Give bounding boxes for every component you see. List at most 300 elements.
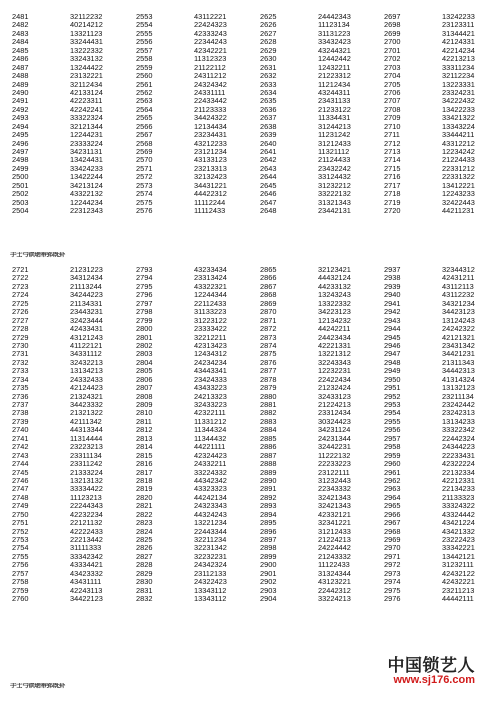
- code-value: 21232424: [318, 383, 351, 393]
- code-value: 32433123: [318, 391, 351, 401]
- watermark-logo: [388, 657, 476, 686]
- code-row: [384, 55, 494, 63]
- code-value: 42333243: [194, 28, 227, 38]
- code-index: 2722: [12, 273, 29, 283]
- code-column: [136, 13, 246, 216]
- code-index: 2748: [12, 492, 29, 502]
- code-row: [384, 435, 494, 443]
- code-index: 2892: [260, 492, 277, 502]
- code-value: 21224213: [318, 535, 351, 544]
- code-index: 2637: [260, 113, 277, 123]
- code-value: 42221331: [318, 340, 351, 350]
- code-row: [136, 325, 246, 333]
- code-value: 33324322: [442, 501, 475, 511]
- code-row: [384, 494, 494, 502]
- code-row: [384, 502, 494, 510]
- code-value: 24423434: [318, 332, 351, 342]
- code-value: 41122121: [70, 340, 103, 350]
- code-row: [260, 140, 370, 148]
- code-index: 2889: [260, 467, 277, 477]
- code-index: 2964: [384, 492, 401, 502]
- code-index: 2575: [136, 197, 153, 207]
- code-index: 2720: [384, 206, 401, 216]
- code-row: [384, 173, 494, 181]
- code-index: 2697: [384, 12, 401, 21]
- code-value: 34442313: [442, 366, 475, 376]
- code-row: [260, 409, 370, 417]
- code-row: [384, 317, 494, 325]
- code-row: [12, 13, 122, 21]
- code-value: 32232231: [194, 551, 227, 561]
- code-index: 2890: [260, 475, 277, 485]
- code-column: [260, 13, 370, 216]
- code-value: 23333422: [194, 324, 227, 334]
- code-row: [384, 443, 494, 451]
- code-index: 2870: [260, 307, 277, 317]
- code-value: 42313423: [194, 340, 227, 350]
- code-index: 2710: [384, 121, 401, 131]
- code-row: [12, 64, 122, 72]
- code-index: 2734: [12, 374, 29, 384]
- code-index: 2937: [384, 265, 401, 274]
- code-value: 43443341: [194, 366, 227, 376]
- code-index: 2702: [384, 54, 401, 64]
- code-index: 2699: [384, 28, 401, 38]
- code-value: 11344432: [194, 433, 227, 443]
- code-row: [136, 384, 246, 392]
- code-value: 43133123: [194, 155, 227, 165]
- code-value: 13244422: [70, 62, 103, 72]
- code-index: 2962: [384, 475, 401, 485]
- code-index: 2495: [12, 130, 29, 140]
- code-index: 2975: [384, 585, 401, 595]
- code-value: 34312434: [70, 273, 103, 283]
- code-value: 31232111: [442, 560, 474, 570]
- code-index: 2972: [384, 560, 401, 570]
- code-row: [260, 342, 370, 350]
- code-value: 42223311: [70, 96, 103, 106]
- code-index: 2553: [136, 12, 153, 21]
- code-row: [260, 13, 370, 21]
- code-index: 2714: [384, 155, 401, 165]
- code-index: 2882: [260, 408, 277, 418]
- code-value: 12244231: [70, 130, 103, 140]
- code-row: [12, 426, 122, 434]
- code-row: [136, 519, 246, 527]
- code-value: 13223331: [442, 79, 475, 89]
- code-index: 2974: [384, 577, 401, 587]
- code-index: 2830: [136, 577, 153, 587]
- code-value: 11122433: [318, 560, 350, 570]
- code-index: 2743: [12, 450, 29, 460]
- code-index: 2956: [384, 425, 401, 435]
- code-value: 24234234: [194, 357, 227, 367]
- code-index: 2562: [136, 87, 153, 97]
- code-index: 2564: [136, 104, 153, 114]
- code-index: 2942: [384, 307, 401, 317]
- code-value: 21311343: [442, 357, 475, 367]
- code-index: 2810: [136, 408, 153, 418]
- code-index: 2885: [260, 433, 277, 443]
- code-index: 2556: [136, 37, 153, 47]
- code-index: 2898: [260, 543, 277, 553]
- code-index: 2711: [384, 130, 400, 140]
- code-index: 2757: [12, 568, 29, 578]
- code-value: 11344324: [194, 425, 227, 435]
- code-value: 13242233: [442, 12, 475, 21]
- code-index: 2572: [136, 172, 153, 182]
- code-index: 2943: [384, 315, 401, 325]
- code-index: 2713: [384, 147, 401, 156]
- code-row: [12, 317, 122, 325]
- code-row: [384, 89, 494, 97]
- code-row: [136, 494, 246, 502]
- code-value: 31212433: [318, 526, 351, 536]
- code-row: [136, 47, 246, 55]
- code-row: [260, 570, 370, 578]
- code-row: [384, 595, 494, 603]
- code-index: 2747: [12, 484, 29, 494]
- code-index: 2636: [260, 104, 277, 114]
- code-value: 33342221: [442, 543, 475, 553]
- code-row: [260, 199, 370, 207]
- code-index: 2753: [12, 535, 29, 544]
- code-index: 2707: [384, 96, 401, 106]
- code-index: 2488: [12, 71, 29, 81]
- code-value: 21231223: [70, 265, 103, 274]
- code-row: [260, 511, 370, 519]
- code-row: [136, 13, 246, 21]
- code-value: 43212233: [194, 138, 227, 148]
- code-value: 13134233: [442, 416, 475, 426]
- code-index: 2824: [136, 526, 153, 536]
- code-value: 22134233: [442, 484, 475, 494]
- code-row: [136, 376, 246, 384]
- separator-label: 手士弓锁琚帣郅既卦: [10, 683, 65, 689]
- code-row: [136, 435, 246, 443]
- code-index: 2715: [384, 163, 401, 173]
- code-value: 23432242: [318, 163, 351, 173]
- code-value: 34223123: [318, 307, 351, 317]
- code-value: 31133223: [194, 307, 227, 317]
- code-row: [136, 553, 246, 561]
- code-value: 32231342: [194, 543, 227, 553]
- code-row: [136, 30, 246, 38]
- code-index: 2732: [12, 357, 29, 367]
- code-index: 2963: [384, 484, 401, 494]
- code-index: 2809: [136, 400, 153, 409]
- code-index: 2967: [384, 518, 401, 528]
- code-value: 42232234: [70, 509, 103, 519]
- code-value: 32344312: [442, 265, 475, 274]
- code-value: 43322321: [194, 281, 227, 291]
- code-value: 21224213: [318, 400, 351, 409]
- code-index: 2574: [136, 189, 153, 199]
- code-index: 2627: [260, 28, 277, 38]
- code-row: [136, 359, 246, 367]
- code-row: [12, 511, 122, 519]
- code-row: [136, 477, 246, 485]
- code-value: 21124433: [318, 155, 351, 165]
- code-value: 42133124: [70, 87, 103, 97]
- code-row: [12, 274, 122, 282]
- code-row: [136, 106, 246, 114]
- code-index: 2489: [12, 79, 29, 89]
- code-row: [260, 367, 370, 375]
- code-row: [136, 469, 246, 477]
- code-row: [260, 317, 370, 325]
- code-index: 2759: [12, 585, 29, 595]
- code-value: 31232443: [318, 475, 351, 485]
- code-row: [12, 30, 122, 38]
- code-row: [12, 384, 122, 392]
- code-value: 42111342: [70, 416, 102, 426]
- code-index: 2970: [384, 543, 401, 553]
- code-row: [384, 452, 494, 460]
- code-row: [12, 55, 122, 63]
- code-row: [260, 384, 370, 392]
- code-value: 24323343: [194, 501, 227, 511]
- code-row: [384, 485, 494, 493]
- code-index: 2888: [260, 459, 277, 469]
- code-value: 43233434: [194, 265, 227, 274]
- code-value: 13134213: [70, 366, 103, 376]
- code-row: [384, 291, 494, 299]
- code-value: 11231242: [318, 130, 351, 140]
- code-index: 2568: [136, 138, 153, 148]
- code-index: 2887: [260, 450, 277, 460]
- code-row: [12, 418, 122, 426]
- code-value: 34431221: [194, 180, 227, 190]
- code-value: 32421343: [318, 501, 351, 511]
- code-row: [136, 544, 246, 552]
- code-row: [136, 342, 246, 350]
- code-value: 33421322: [442, 113, 475, 123]
- code-value: 24342324: [194, 560, 227, 570]
- code-row: [384, 123, 494, 131]
- code-index: 2813: [136, 433, 153, 443]
- code-row: [260, 426, 370, 434]
- code-row: [384, 97, 494, 105]
- code-value: 22312343: [70, 206, 103, 216]
- code-row: [260, 114, 370, 122]
- code-index: 2554: [136, 20, 153, 30]
- code-value: 44313344: [70, 425, 103, 435]
- code-row: [12, 553, 122, 561]
- code-value: 11321112: [318, 147, 350, 156]
- code-value: 32442231: [318, 442, 351, 452]
- code-value: 13322332: [318, 298, 351, 308]
- code-row: [260, 502, 370, 510]
- code-row: [12, 469, 122, 477]
- code-value: 23431133: [318, 96, 351, 106]
- code-index: 2559: [136, 62, 153, 72]
- code-value: 22424323: [194, 20, 227, 30]
- code-value: 22344243: [194, 37, 227, 47]
- code-index: 2717: [384, 180, 401, 190]
- code-value: 24332433: [70, 374, 103, 384]
- code-row: [136, 148, 246, 156]
- code-row: [136, 528, 246, 536]
- code-value: 23431342: [442, 340, 475, 350]
- code-row: [12, 561, 122, 569]
- code-value: 44242211: [318, 324, 351, 334]
- code-row: [12, 477, 122, 485]
- code-row: [136, 350, 246, 358]
- code-row: [384, 342, 494, 350]
- code-row: [12, 190, 122, 198]
- code-row: [12, 350, 122, 358]
- code-row: [260, 156, 370, 164]
- code-value: 24213323: [194, 391, 227, 401]
- code-value: 23442131: [318, 206, 351, 216]
- code-value: 42212331: [442, 475, 475, 485]
- code-row: [12, 367, 122, 375]
- code-row: [384, 418, 494, 426]
- code-value: 43244311: [318, 87, 351, 97]
- code-value: 33224213: [318, 594, 351, 604]
- code-row: [12, 156, 122, 164]
- code-value: 32132423: [194, 172, 227, 182]
- code-value: 31223122: [194, 315, 227, 325]
- code-value: 43112113: [442, 281, 474, 291]
- code-value: 12243233: [442, 189, 475, 199]
- code-index: 2493: [12, 113, 29, 123]
- code-value: 23222423: [442, 535, 475, 544]
- code-index: 2946: [384, 340, 401, 350]
- code-index: 2965: [384, 501, 401, 511]
- code-row: [136, 266, 246, 274]
- code-index: 2573: [136, 180, 153, 190]
- code-value: 33224332: [194, 467, 227, 477]
- code-row: [12, 570, 122, 578]
- code-value: 42222433: [70, 526, 103, 536]
- code-index: 2733: [12, 366, 29, 376]
- code-index: 2795: [136, 281, 153, 291]
- code-row: [136, 300, 246, 308]
- code-value: 33124432: [318, 172, 351, 182]
- code-index: 2966: [384, 509, 401, 519]
- code-index: 2953: [384, 400, 401, 409]
- code-row: [12, 291, 122, 299]
- code-value: 34222432: [442, 96, 475, 106]
- code-value: 44211231: [442, 206, 475, 216]
- code-index: 2816: [136, 459, 153, 469]
- code-row: [384, 544, 494, 552]
- code-row: [12, 494, 122, 502]
- code-value: 31131223: [318, 28, 351, 38]
- code-row: [12, 106, 122, 114]
- code-row: [384, 519, 494, 527]
- code-row: [384, 536, 494, 544]
- code-row: [136, 114, 246, 122]
- code-index: 2490: [12, 87, 29, 97]
- code-index: 2706: [384, 87, 401, 97]
- code-index: 2738: [12, 408, 29, 418]
- code-value: 43324442: [442, 509, 475, 519]
- code-value: 44342342: [194, 475, 227, 485]
- code-index: 2799: [136, 315, 153, 325]
- code-index: 2723: [12, 281, 29, 291]
- code-row: [136, 367, 246, 375]
- code-row: [12, 334, 122, 342]
- code-index: 2647: [260, 197, 277, 207]
- code-row: [136, 334, 246, 342]
- code-index: 2566: [136, 121, 153, 131]
- code-index: 2503: [12, 197, 29, 207]
- code-row: [136, 156, 246, 164]
- code-value: 22112433: [194, 298, 227, 308]
- code-index: 2823: [136, 518, 153, 528]
- code-index: 2645: [260, 180, 277, 190]
- code-row: [12, 182, 122, 190]
- code-column: [12, 13, 122, 216]
- code-value: 13442121: [442, 551, 475, 561]
- code-index: 2760: [12, 594, 29, 604]
- code-value: 22233223: [318, 459, 351, 469]
- code-row: [260, 485, 370, 493]
- code-index: 2563: [136, 96, 153, 106]
- code-index: 2729: [12, 332, 29, 342]
- code-value: 32112232: [70, 12, 103, 21]
- code-index: 2638: [260, 121, 277, 131]
- code-index: 2951: [384, 383, 401, 393]
- code-index: 2945: [384, 332, 401, 342]
- code-index: 2557: [136, 45, 153, 55]
- code-index: 2811: [136, 416, 152, 426]
- code-row: [12, 393, 122, 401]
- code-row: [384, 114, 494, 122]
- code-index: 2485: [12, 45, 29, 55]
- code-index: 2865: [260, 265, 277, 274]
- code-row: [260, 81, 370, 89]
- code-index: 2560: [136, 71, 153, 81]
- code-value: 40214212: [70, 20, 103, 30]
- code-value: 43244321: [318, 45, 351, 55]
- code-index: 2899: [260, 551, 277, 561]
- code-row: [136, 570, 246, 578]
- code-index: 2567: [136, 130, 153, 140]
- code-index: 2705: [384, 79, 401, 89]
- code-row: [136, 426, 246, 434]
- code-row: [260, 30, 370, 38]
- code-index: 2725: [12, 298, 29, 308]
- code-index: 2724: [12, 290, 29, 300]
- code-value: 11212434: [318, 79, 351, 89]
- code-row: [12, 47, 122, 55]
- code-value: 23324231: [442, 87, 475, 97]
- code-row: [136, 131, 246, 139]
- code-value: 42214234: [442, 45, 475, 55]
- code-index: 2625: [260, 12, 277, 21]
- code-value: 32211234: [194, 535, 227, 544]
- code-value: 31212433: [318, 138, 351, 148]
- code-value: 34424322: [194, 113, 227, 123]
- code-value: 22331322: [442, 172, 475, 182]
- code-index: 2948: [384, 357, 401, 367]
- code-row: [12, 460, 122, 468]
- code-index: 2739: [12, 416, 29, 426]
- code-index: 2832: [136, 594, 153, 604]
- code-value: 33243132: [70, 54, 103, 64]
- code-row: [12, 283, 122, 291]
- code-row: [12, 207, 122, 215]
- code-row: [12, 72, 122, 80]
- code-index: 2497: [12, 147, 29, 156]
- code-index: 2483: [12, 28, 29, 38]
- code-value: 23123311: [442, 20, 475, 30]
- code-index: 2498: [12, 155, 29, 165]
